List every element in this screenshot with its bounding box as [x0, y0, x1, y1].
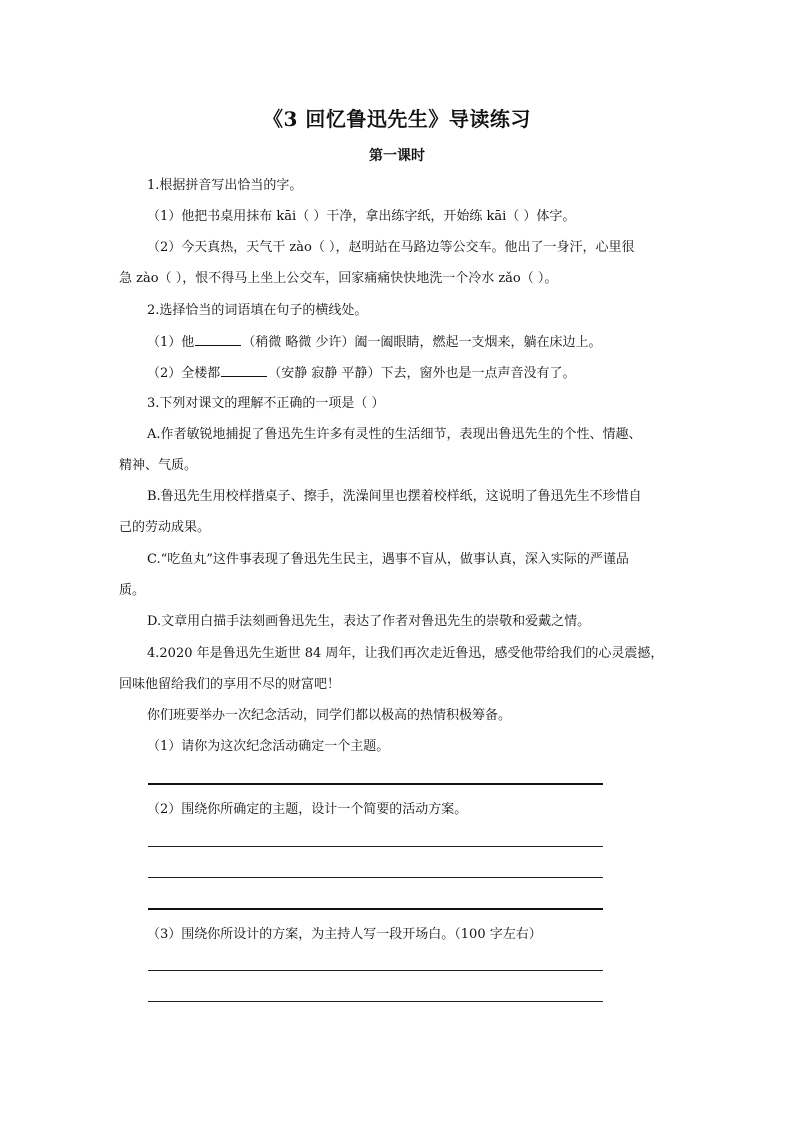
answer-line[interactable]: [148, 846, 603, 847]
question-2-item-2: [147, 364, 576, 383]
option-b-line-2: 己的劳动成果。: [119, 520, 211, 535]
question-2-item-1: [147, 333, 602, 352]
option-a-line-1: A.作者敏锐地捕捉了鲁迅先生许多有灵性的生活细节，表现出鲁迅先生的个性、情趣、: [147, 427, 642, 442]
question-2-item-1-prefix: （1）他: [147, 335, 195, 350]
question-1-line-1: （1）他把书桌用抹布 kāi（ ）干净，拿出练字纸，开始练 kāi（ ）体字。: [147, 209, 576, 224]
question-4-stem-line-2: 回味他留给我们的享用不尽的财富吧！: [119, 677, 341, 692]
answer-blank[interactable]: [221, 364, 267, 377]
answer-line[interactable]: [148, 970, 603, 971]
question-4-sub-3: （3）围绕你所设计的方案，为主持人写一段开场白。（100 字左右）: [147, 927, 542, 942]
option-c-line-2: 质。: [119, 583, 146, 598]
option-c-line-1: C.“吃鱼丸”这件事表现了鲁迅先生民主，遇事不盲从，做事认真，深入实际的严谨品: [147, 552, 629, 567]
question-4-intro: 你们班要举办一次纪念活动，同学们都以极高的热情积极筹备。: [147, 708, 512, 723]
question-1-stem: 1.根据拼音写出恰当的字。: [147, 178, 303, 193]
option-a-line-2: 精神、气质。: [119, 458, 198, 473]
question-2-item-1-suffix: （稍微 略微 少许）阖一阖眼睛，燃起一支烟来，躺在床边上。: [242, 335, 602, 350]
question-1-line-3: 急 zào（ ），恨不得马上坐上公交车，回家痛痛快快地洗一个冷水 zǎo（ ）。: [119, 271, 558, 286]
option-d-line-1: D.文章用白描手法刻画鲁迅先生，表达了作者对鲁迅先生的崇敬和爱戴之情。: [147, 614, 591, 629]
question-4-stem-line-1: 4.2020 年是鲁迅先生逝世 84 周年，让我们再次走近鲁迅，感受他带给我们的心灵震撼，: [147, 646, 664, 661]
option-b-line-1: B.鲁迅先生用校样揩桌子、擦手，洗澡间里也摆着校样纸，这说明了鲁迅先生不珍惜自: [147, 489, 642, 504]
question-2-stem: 2.选择恰当的词语填在句子的横线处。: [147, 303, 368, 318]
question-2-item-2-prefix: （2）全楼都: [147, 366, 221, 381]
answer-line[interactable]: [148, 877, 603, 878]
page-title: 《3 回忆鲁迅先生》导读练习: [263, 107, 531, 131]
answer-line[interactable]: [148, 783, 603, 785]
question-1-line-2: （2）今天真热，天气干 zào（ ），赵明站在马路边等公交车。他出了一身汗，心里很: [147, 240, 635, 255]
lesson-subtitle: 第一课时: [369, 148, 425, 164]
question-4-sub-2: （2）围绕你所确定的主题，设计一个简要的活动方案。: [147, 802, 468, 817]
question-4-sub-1: （1）请你为这次纪念活动确定一个主题。: [147, 739, 390, 754]
answer-line[interactable]: [148, 908, 603, 910]
question-2-item-2-suffix: （安静 寂静 平静）下去，窗外也是一点声音没有了。: [268, 366, 576, 381]
answer-line[interactable]: [148, 1001, 603, 1002]
answer-blank[interactable]: [195, 333, 241, 346]
question-3-stem: 3.下列对课文的理解不正确的一项是（ ）: [147, 396, 385, 411]
